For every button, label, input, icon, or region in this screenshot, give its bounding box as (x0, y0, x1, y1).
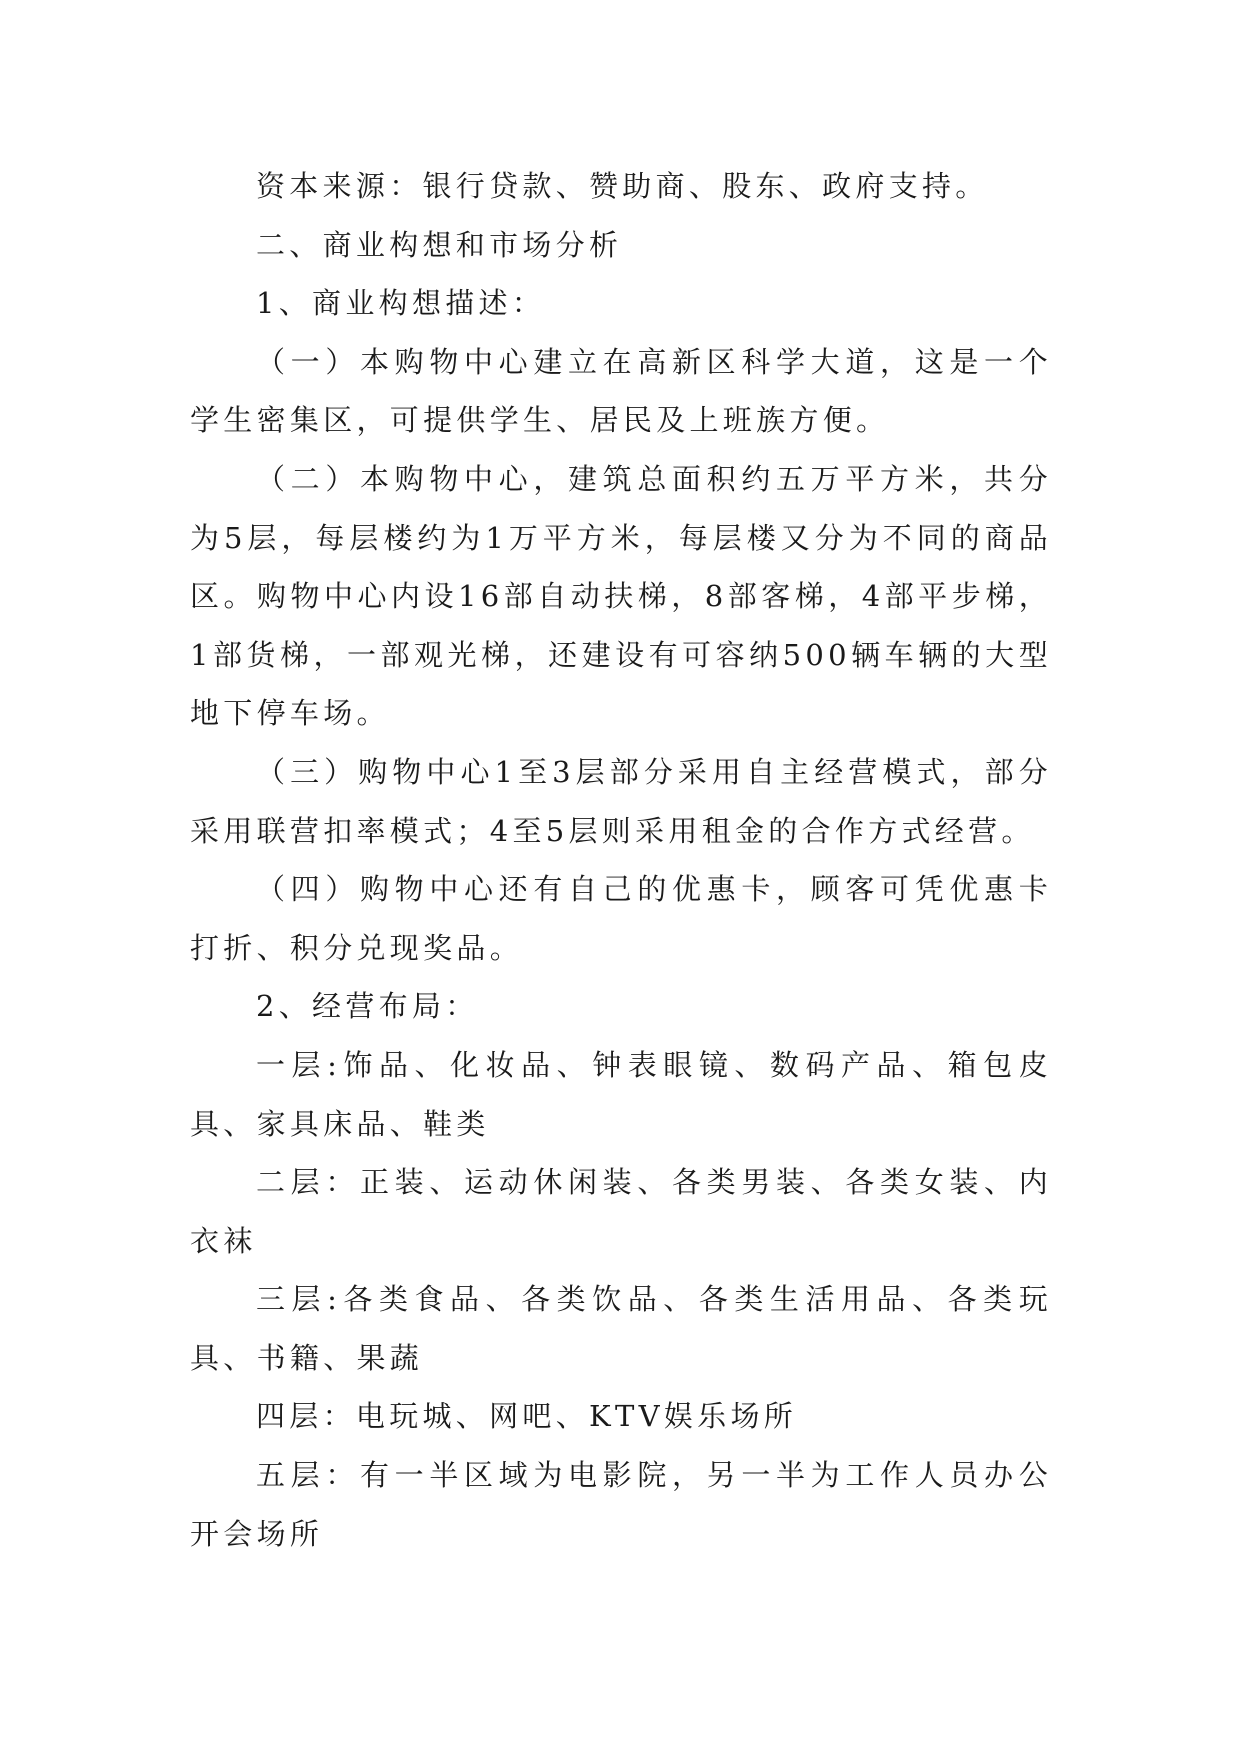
document-body (190, 157, 1052, 1563)
floor-3-description: 三层:各类食品、各类饮品、各类生活用品、各类玩具、书籍、果蔬 (190, 1282, 1052, 1375)
paragraph-capital-source: 资本来源：银行贷款、赞助商、股东、政府支持。 (256, 169, 989, 203)
subheading-concept-description: 1、商业构想描述： (256, 286, 546, 321)
paragraph-item-1: （一）本购物中心建立在高新区科学大道，这是一个学生密集区，可提供学生、居民及上班族方便。 (190, 344, 1052, 438)
paragraph-item-3: （三）购物中心1至3层部分采用自主经营模式，部分采用联营扣率模式；4至5层则采用租金的合作方式经营。 (190, 754, 1052, 848)
paragraph-item-2: （二）本购物中心，建筑总面积约五万平方米，共分为5层，每层楼约为1万平方米，每层楼又分为不同的商品区。购物中心内设16部自动扶梯，8部客梯，4部平步梯，1部货梯，一部观光梯，还建设有可容纳500辆车辆的大型地下停车场。 (190, 461, 1052, 731)
floor-2-description: 二层：正装、运动休闲装、各类男装、各类女装、内衣袜 (190, 1165, 1052, 1258)
subheading-layout: 2、经营布局： (256, 989, 479, 1024)
paragraph-item-4: （四）购物中心还有自己的优惠卡，顾客可凭优惠卡打折、积分兑现奖品。 (190, 872, 1052, 965)
floor-4-description: 四层：电玩城、网吧、KTV娱乐场所 (256, 1399, 798, 1434)
floor-1-description: 一层:饰品、化妆品、钟表眼镜、数码产品、箱包皮具、家具床品、鞋类 (190, 1047, 1052, 1141)
section-heading-business-concept: 二、商业构想和市场分析 (256, 227, 623, 262)
floor-5-description: 五层：有一半区域为电影院，另一半为工作人员办公开会场所 (190, 1458, 1052, 1551)
